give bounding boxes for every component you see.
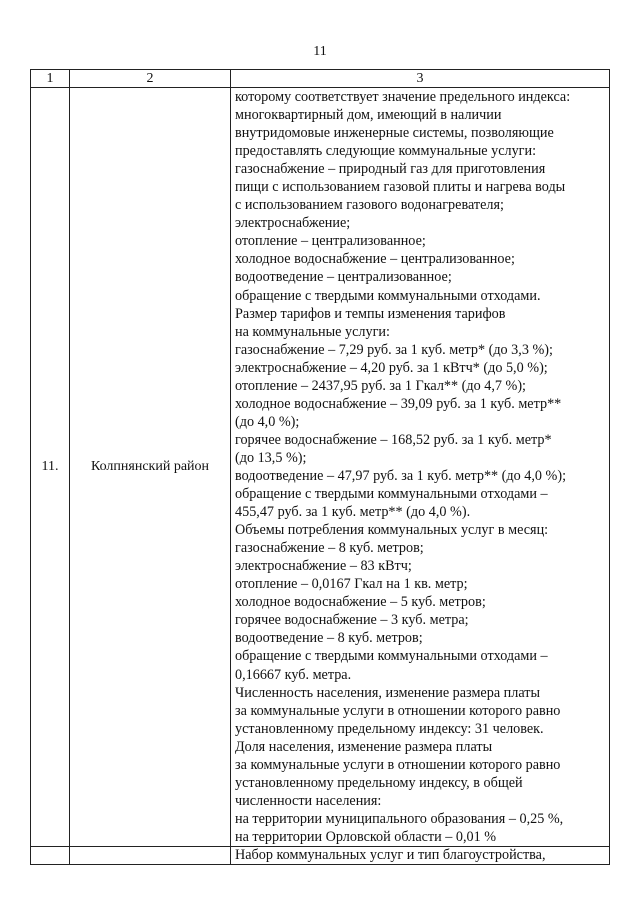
content-line: которому соответствует значение предельного индекса: xyxy=(235,89,571,105)
content-line: обращение с твердыми коммунальными отходами. xyxy=(235,287,541,304)
content-line: электроснабжение – 4,20 руб. за 1 кВтч* (до 5,0 %); xyxy=(235,359,548,376)
content-line: многоквартирный дом, имеющий в наличии xyxy=(235,107,502,124)
page-number: 11 xyxy=(313,44,327,59)
content-line: холодное водоснабжение – 39,09 руб. за 1 куб. метр** xyxy=(235,395,562,412)
content-line: за коммунальные услуги в отношении которого равно xyxy=(235,756,561,773)
content-line: (до 4,0 %); xyxy=(235,413,300,430)
content-line: Набор коммунальных услуг и тип благоустройства, xyxy=(235,846,546,863)
column-header-2: 2 xyxy=(70,70,231,88)
content-line: на коммунальные услуги: xyxy=(235,323,390,340)
content-line: Объемы потребления коммунальных услуг в месяц: xyxy=(235,522,549,539)
content-line: газоснабжение – 7,29 руб. за 1 куб. метр* (до 3,3 %); xyxy=(235,341,553,358)
content-line: отопление – централизованное; xyxy=(235,233,426,250)
content-line: холодное водоснабжение – 5 куб. метров; xyxy=(235,594,486,611)
column-header-1: 1 xyxy=(31,70,70,88)
district-name: Колпнянский район xyxy=(70,88,231,847)
content-line: на территории муниципального образования – 0,25 %, xyxy=(235,810,564,827)
content-line: установленному предельному индексу, в общей xyxy=(235,774,523,791)
content-line: водоотведение – централизованное; xyxy=(235,269,452,286)
content-line: электроснабжение – 83 кВтч; xyxy=(235,558,412,575)
row-content xyxy=(231,846,610,864)
content-line: водоотведение – 47,97 руб. за 1 куб. метр** (до 4,0 %); xyxy=(235,467,567,484)
content-line: (до 13,5 %); xyxy=(235,449,307,466)
content-line: газоснабжение – природный газ для приготовления xyxy=(235,161,546,178)
content-line: отопление – 2437,95 руб. за 1 Гкал** (до 4,7 %); xyxy=(235,377,526,394)
content-line: обращение с твердыми коммунальными отходами – xyxy=(235,486,548,503)
district-name xyxy=(70,846,231,864)
content-line: с использованием газового водонагревателя; xyxy=(235,197,504,214)
content-line: водоотведение – 8 куб. метров; xyxy=(235,630,423,647)
content-line: обращение с твердыми коммунальными отходами – xyxy=(235,648,548,665)
content-line: электроснабжение; xyxy=(235,215,351,232)
content-line: внутридомовые инженерные системы, позволяющие xyxy=(235,125,554,142)
content-line: 455,47 руб. за 1 куб. метр** (до 4,0 %). xyxy=(235,504,471,521)
table-row xyxy=(31,88,610,847)
content-line: газоснабжение – 8 куб. метров; xyxy=(235,540,424,557)
content-line: предоставлять следующие коммунальные услуги: xyxy=(235,143,537,160)
content-line: отопление – 0,0167 Гкал на 1 кв. метр; xyxy=(235,576,468,593)
content-line: 0,16667 куб. метра. xyxy=(235,666,352,683)
content-line: Размер тарифов и темпы изменения тарифов xyxy=(235,305,506,322)
content-line: пищи с использованием газовой плиты и нагрева воды xyxy=(235,179,566,196)
row-number: 11. xyxy=(31,88,70,847)
content-line: установленному предельному индексу: 31 человек. xyxy=(235,720,544,737)
table-row xyxy=(31,846,610,864)
content-line: холодное водоснабжение – централизованное; xyxy=(235,251,515,268)
row-number xyxy=(31,846,70,864)
row-content xyxy=(231,88,610,847)
content-line: численности населения: xyxy=(235,792,382,809)
municipal-tariff-table xyxy=(30,69,610,865)
content-line: Доля населения, изменение размера платы xyxy=(235,738,493,755)
content-line: за коммунальные услуги в отношении которого равно xyxy=(235,702,561,719)
table-header-row xyxy=(31,70,610,88)
content-line: на территории Орловской области – 0,01 % xyxy=(235,828,497,845)
column-header-3: 3 xyxy=(231,70,610,88)
content-line: Численность населения, изменение размера платы xyxy=(235,684,541,701)
content-line: горячее водоснабжение – 168,52 руб. за 1 куб. метр* xyxy=(235,431,552,448)
content-line: горячее водоснабжение – 3 куб. метра; xyxy=(235,612,469,629)
